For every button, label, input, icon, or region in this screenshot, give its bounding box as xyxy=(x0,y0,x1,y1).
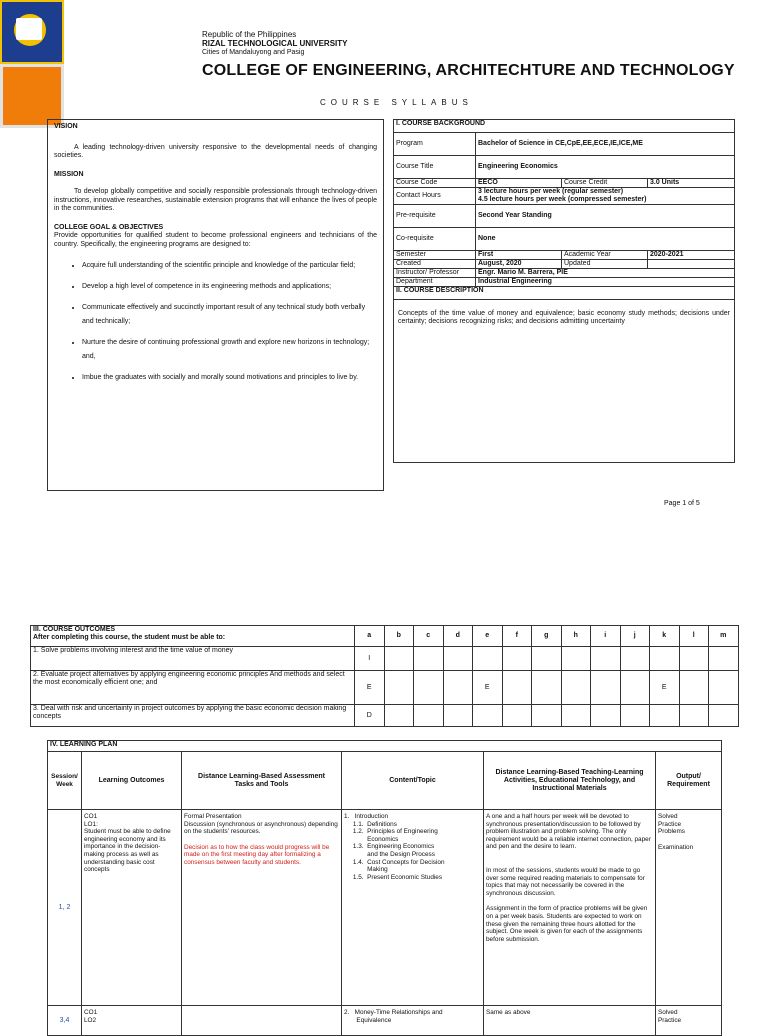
session-cell: 1, 2 xyxy=(48,810,82,1006)
republic-text: Republic of the Philippines xyxy=(202,30,297,39)
outcomes-heading: III. COURSE OUTCOMES xyxy=(33,626,116,633)
academic-year-value: 2020-2021 xyxy=(648,251,735,260)
outcome-mark: E xyxy=(473,671,503,705)
course-code-label: Course Code xyxy=(394,179,476,188)
outcome-row-1-text: 1. Solve problems involving interest and the time value of money xyxy=(31,647,355,671)
outcome-col-l: l xyxy=(679,626,709,647)
col-assessment: Distance Learning-Based Assessment Tasks and Tools xyxy=(182,752,342,810)
outcome-row-3-text: 3. Deal with risk and uncertainty in project outcomes by applying the basic economic decision making concepts xyxy=(31,705,355,727)
outcome-row-2-text: 2. Evaluate project alternatives by applying engineering economic principles And methods and select the most economically efficient one; and xyxy=(31,671,355,705)
mission-heading: MISSION xyxy=(54,170,84,178)
instructor-value: Engr. Mario M. Barrera, PIE xyxy=(476,269,735,278)
outcome-col-e: e xyxy=(473,626,503,647)
outcome-col-j: j xyxy=(620,626,650,647)
outcome-col-m: m xyxy=(709,626,739,647)
semester-value: First xyxy=(476,251,562,260)
outcome-col-d: d xyxy=(443,626,473,647)
col-learning-outcomes: Learning Outcomes xyxy=(82,752,182,810)
outcomes-subheading: After completing this course, the student must be able to: xyxy=(33,634,226,641)
col-teaching-activities: Distance Learning-Based Teaching-Learning Activities, Educational Technology, and Instructional Materials xyxy=(484,752,656,810)
outcome-col-i: i xyxy=(591,626,621,647)
assessment-note: Decision as to how the class would progress will be made on the first meeting day after formalizing a consensus between faculty and students. xyxy=(184,843,330,866)
department-value: Industrial Engineering xyxy=(476,278,735,287)
semester-label: Semester xyxy=(394,251,476,260)
outcome-col-c: c xyxy=(414,626,444,647)
objective-item: • Nurture the desire of continuing professional growth and explore new horizons in technology; and, xyxy=(82,336,377,364)
department-label: Department xyxy=(394,278,476,287)
output-examination: Examination xyxy=(658,843,694,851)
objectives-list xyxy=(64,259,377,385)
learning-outcome-cell: CO1 LO1: Student must be able to define engineering economy and its importance in the decision-making process as well as understanding basic cost concepts xyxy=(82,810,182,1006)
learning-plan-table xyxy=(47,740,722,1036)
learning-outcome-cell: CO1 LO2 xyxy=(82,1006,182,1036)
outcome-mark: I xyxy=(355,647,385,671)
goal-heading: COLLEGE GOAL & OBJECTIVES xyxy=(54,223,164,231)
outcome-col-b: b xyxy=(384,626,414,647)
output-requirement: Solved Practice xyxy=(656,1006,722,1036)
objective-item: • Imbue the graduates with socially and morally sound motivations and principles to live by. xyxy=(82,371,377,385)
academic-year-label: Academic Year xyxy=(562,251,648,260)
course-outcomes-table xyxy=(30,625,739,727)
cities-text: Cities of Mandaluyong and Pasig xyxy=(202,49,305,56)
contact-hours-compressed: 4.5 lecture hours per week (compressed semester) xyxy=(478,196,647,203)
outcome-mark: D xyxy=(355,705,385,727)
description-text: Concepts of the time value of money and equivalence; basic economy study methods; decisions under certainty; decisions recognizing risks; and decisions admitting uncertainty xyxy=(394,300,735,463)
outcome-col-g: g xyxy=(532,626,562,647)
university-name: RIZAL TECHNOLOGICAL UNIVERSITY xyxy=(202,39,348,48)
contact-hours-regular: 3 lecture hours per week (regular semester) xyxy=(478,188,624,195)
objective-item: • Develop a high level of competence in its engineering methods and applications; xyxy=(82,280,377,294)
objective-item: • Communicate effectively and succinctly important result of any technical study both verbally and technically; xyxy=(82,301,377,329)
background-heading: I. COURSE BACKGROUND xyxy=(394,120,735,133)
course-credit-label: Course Credit xyxy=(562,179,648,188)
course-credit-value: 3.0 Units xyxy=(648,179,735,188)
col-content: Content/Topic xyxy=(342,752,484,810)
course-title-label: Course Title xyxy=(394,156,476,179)
instructor-label: Instructor/ Professor xyxy=(394,269,476,278)
course-code-value: EECO xyxy=(476,179,562,188)
course-background-table xyxy=(393,119,735,463)
created-value: August, 2020 xyxy=(476,260,562,269)
content-topic-cell: 2. Money-Time Relationships and Equivalence xyxy=(342,1006,484,1036)
description-heading: II. COURSE DESCRIPTION xyxy=(394,287,735,300)
outcome-mark: E xyxy=(650,671,680,705)
program-value: Bachelor of Science in CE,CpE,EE,ECE,IE,ICE,ME xyxy=(476,133,735,156)
col-session: Session/ Week xyxy=(48,752,82,810)
outcome-col-f: f xyxy=(502,626,532,647)
learning-plan-heading: IV. LEARNING PLAN xyxy=(48,741,722,752)
page-number: Page 1 of 5 xyxy=(664,500,700,507)
contact-hours-label: Contact Hours xyxy=(394,188,476,205)
course-title-value: Engineering Economics xyxy=(476,156,735,179)
session-cell: 3,4 xyxy=(48,1006,82,1036)
outcome-col-a: a xyxy=(355,626,385,647)
outcome-mark: E xyxy=(355,671,385,705)
created-label: Created xyxy=(394,260,476,269)
program-label: Program xyxy=(394,133,476,156)
updated-label: Updated xyxy=(562,260,648,269)
teaching-activity-1: A one and a half hours per week will be devoted to synchronous presentation/discussion to be followed by problem illustration and problem solving. The only requirement would be a reliable internet connection, paper and pen and the desire to learn. xyxy=(486,813,651,851)
output-requirement: Solved Practice Problems xyxy=(658,813,685,836)
prerequisite-label: Pre-requisite xyxy=(394,205,476,228)
vision-mission-panel xyxy=(47,119,384,491)
course-background-panel xyxy=(393,119,734,491)
outcome-col-h: h xyxy=(561,626,591,647)
vision-heading: VISION xyxy=(54,123,78,130)
teaching-activity-cell: Same as above xyxy=(484,1006,656,1036)
teaching-activity-2: In most of the sessions, students would be made to go over some required reading materials to compensate for topics that may not necessarily be covered in the synchronous discussion. xyxy=(486,866,645,897)
document-title: COURSE SYLLABUS xyxy=(320,98,473,107)
mission-text: To develop globally competitive and socially responsible professionals through technology-driven instructions, innovative researches, sustainable extension programs that will enhance the lives of people in the communities. xyxy=(54,188,377,212)
outcome-col-k: k xyxy=(650,626,680,647)
prerequisite-value: Second Year Standing xyxy=(476,205,735,228)
content-topic-cell: 1. Introduction 1.1. Definitions 1.2. Principles of Engineering Economics 1.3. Engineering Economics and the Design Process 1.4. Cost Concepts for Decision Making 1.5. Present Economic Studies xyxy=(342,810,484,1006)
college-name: COLLEGE OF ENGINEERING, ARCHITECHTURE AND TECHNOLOGY xyxy=(202,62,735,79)
goal-text: Provide opportunities for qualified student to become professional engineers and technicians of the country. Specifically, the engineering programs are designed to: xyxy=(54,232,377,248)
corequisite-value: None xyxy=(476,228,735,251)
col-output: Output/ Requirement xyxy=(656,752,722,810)
vision-text: A leading technology-driven university responsive to the developmental needs of changing societies. xyxy=(54,143,377,159)
teaching-activity-3: Assignment in the form of practice problems will be given on a per week basis. Students are expected to work on these given the remaining three hours allotted for the subject. One week is given for each of the assignments before submission. xyxy=(486,905,648,943)
corequisite-label: Co-requisite xyxy=(394,228,476,251)
objective-item: • Acquire full understanding of the scientific principle and knowledge of the particular field; xyxy=(82,259,377,273)
assessment-text: Formal Presentation Discussion (synchronous or asynchronous) depending on the students' resources. xyxy=(184,813,338,836)
